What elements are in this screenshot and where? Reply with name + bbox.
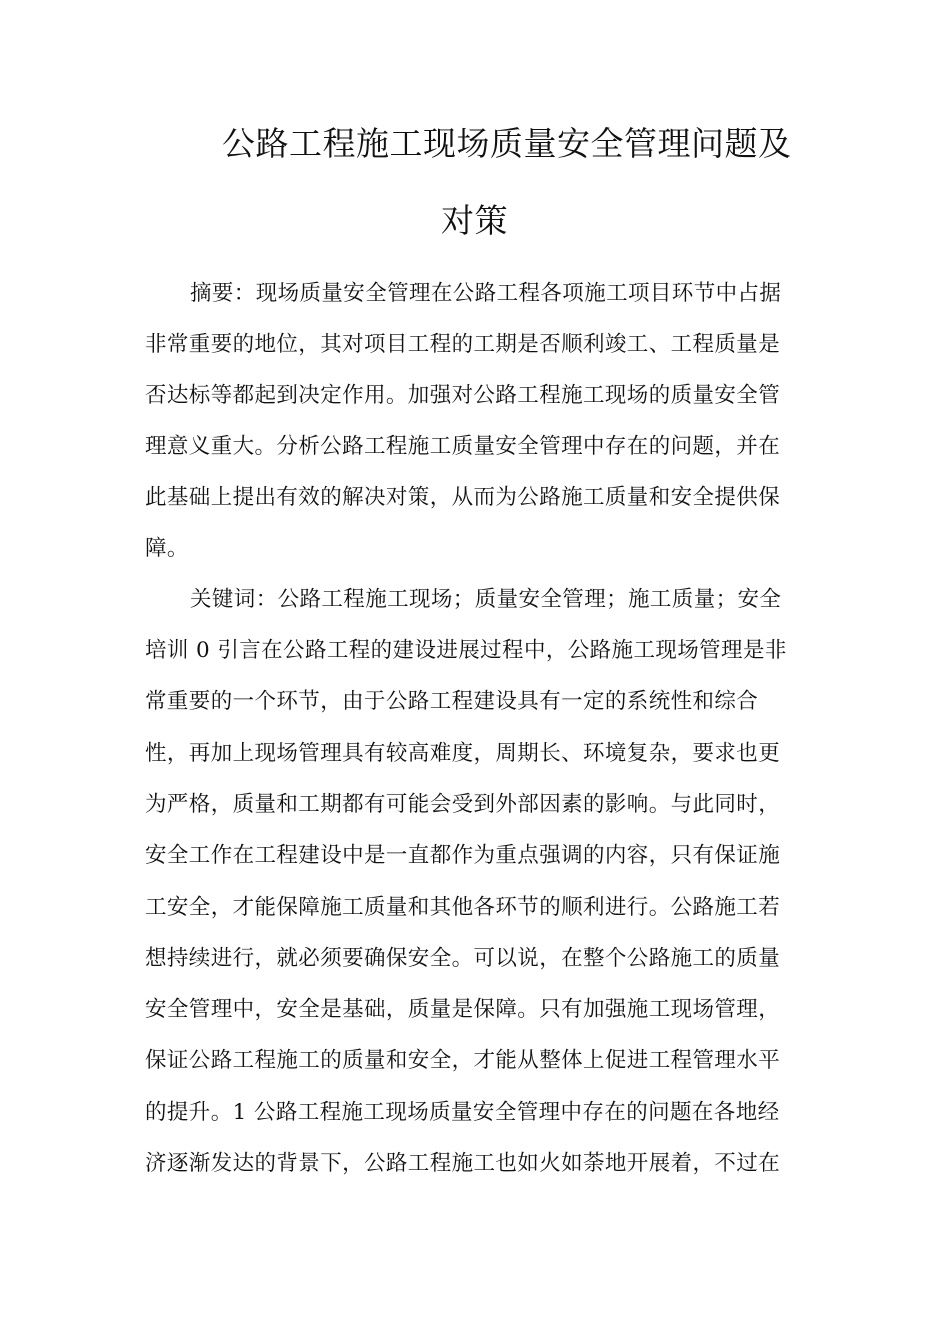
body-text-line: 济逐渐发达的背景下，公路工程施工也如火如荼地开展着，不过在	[145, 1151, 781, 1176]
body-text-line: 常重要的一个环节，由于公路工程建设具有一定的系统性和综合	[145, 689, 759, 714]
body-text-line: 安全管理中，安全是基础，质量是保障。只有加强施工现场管理，	[145, 997, 781, 1022]
body-text-line: 为严格，质量和工期都有可能会受到外部因素的影响。与此同时，	[145, 792, 781, 817]
body-text-line: 性，再加上现场管理具有较高难度，周期长、环境复杂，要求也更	[145, 741, 781, 766]
body-text-line: 安全工作在工程建设中是一直都作为重点强调的内容，只有保证施	[145, 843, 781, 868]
abstract-line: 理意义重大。分析公路工程施工质量安全管理中存在的问题，并在	[145, 434, 781, 459]
abstract-line: 非常重要的地位，其对项目工程的工期是否顺利竣工、工程质量是	[145, 332, 781, 357]
body-text-line: 关键词：公路工程施工现场；质量安全管理；施工质量；安全	[190, 587, 782, 612]
abstract-line: 摘要：现场质量安全管理在公路工程各项施工项目环节中占据	[190, 281, 782, 306]
body-text-line: 培训 0 引言在公路工程的建设进展过程中，公路施工现场管理是非	[145, 638, 787, 663]
abstract-line: 障。	[145, 536, 189, 561]
body-text-line: 保证公路工程施工的质量和安全，才能从整体上促进工程管理水平	[145, 1048, 781, 1073]
document-title-line-2: 对策	[441, 201, 508, 240]
abstract-line: 此基础上提出有效的解决对策，从而为公路施工质量和安全提供保	[145, 485, 781, 510]
body-text-line: 工安全，才能保障施工质量和其他各环节的顺利进行。公路施工若	[145, 895, 781, 920]
body-text-line: 想持续进行，就必须要确保安全。可以说，在整个公路施工的质量	[145, 946, 781, 971]
body-text-line: 的提升。1 公路工程施工现场质量安全管理中存在的问题在各地经	[145, 1100, 780, 1125]
abstract-line: 否达标等都起到决定作用。加强对公路工程施工现场的质量安全管	[145, 383, 781, 408]
document-title-line-1: 公路工程施工现场质量安全管理问题及	[222, 124, 792, 163]
